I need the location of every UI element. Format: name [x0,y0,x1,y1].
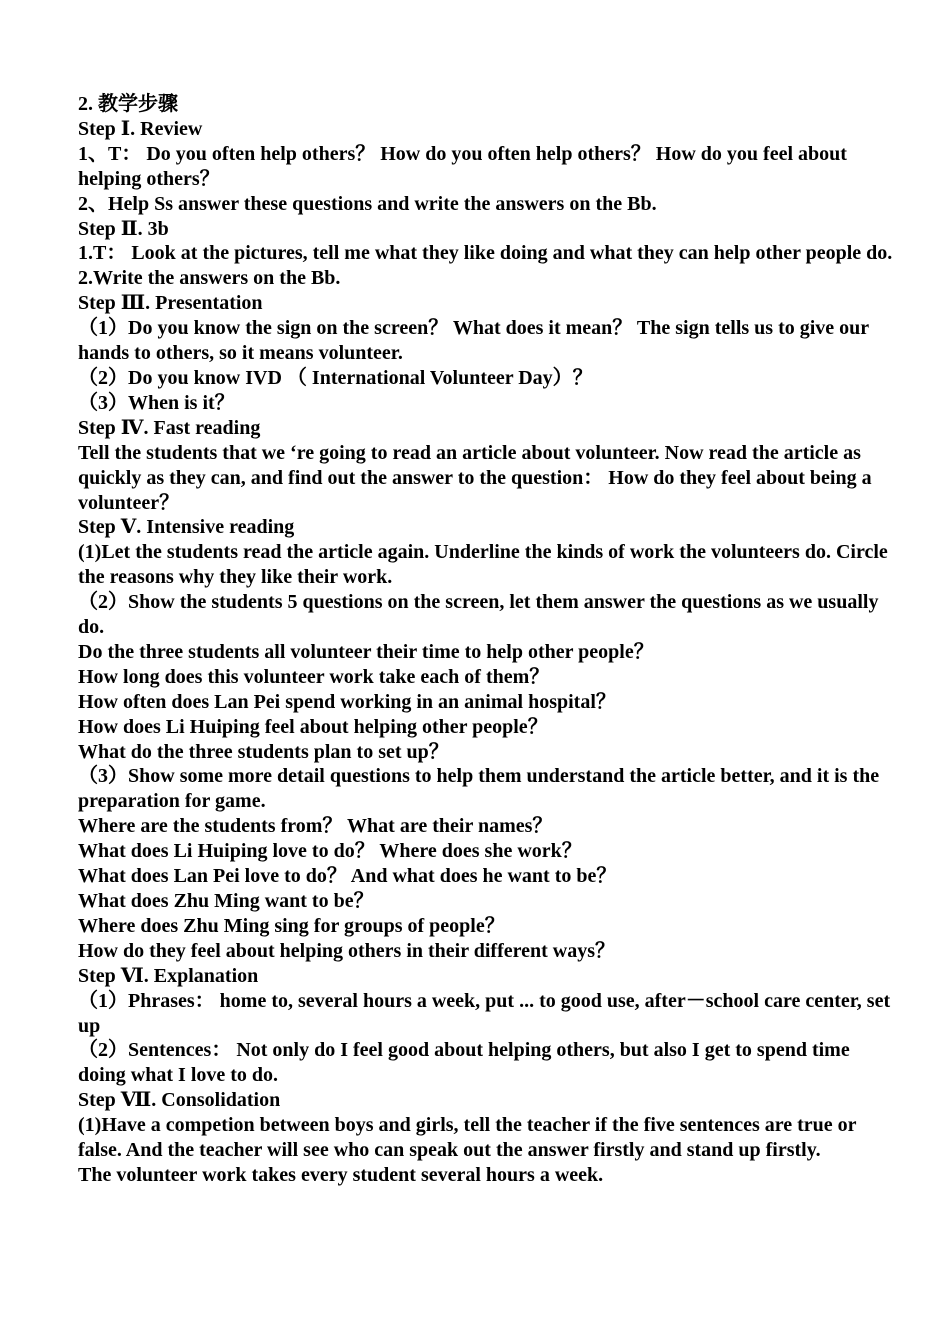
step-6-heading: Step Ⅵ. Explanation [78,964,259,987]
detail-question-line: Where does Zhu Ming sing for groups of people？ [78,914,505,937]
consolidation-sentence: The volunteer work takes every student several hours a week. [78,1163,604,1186]
consolidation-item-1: (1)Have a competion between boys and girls, tell the teacher if the five sentences are true or false. And the teacher will see who can speak out the answer firstly and stand up firstly. [78,1114,857,1162]
detail-question-line: How do they feel about helping others in their different ways？ [78,939,616,962]
document-page [78,92,900,1188]
step-1-heading: Step Ⅰ. Review [78,117,203,140]
detail-question-line: What does Zhu Ming want to be？ [78,890,374,912]
detail-question-line: What does Li Huiping love to do？ Where does she work？ [78,840,582,863]
question-line: How does Li Huiping feel about helping other people？ [78,715,548,738]
detail-question-line: What does Lan Pei love to do？ And what does he want to be？ [78,865,617,888]
intensive-reading-item-1: (1)Let the students read the article again. Underline the kinds of work the volunteers do. Circle the reasons why they like their work. [78,541,888,589]
question-line: Do the three students all volunteer their time to help other people？ [78,640,654,663]
step-2-item-2: 2.Write the answers on the Bb. [78,267,341,290]
presentation-item-1: （1）Do you know the sign on the screen？ What does it mean？ The sign tells us to give our hands to others, so it means volunteer. [78,317,869,365]
step-7-heading: Step Ⅶ. Consolidation [78,1089,281,1112]
intensive-reading-item-3: （3）Show some more detail questions to help them understand the article better, and it is the preparation for game. [78,765,880,813]
intensive-reading-item-2: （2）Show the students 5 questions on the screen, let them answer the questions as we usually do. [78,591,879,639]
review-item-2: 2、Help Ss answer these questions and write the answers on the Bb. [78,192,657,215]
step-2-heading: Step Ⅱ. 3b [78,217,169,240]
section-title: 2. 教学步骤 [78,93,178,115]
presentation-item-2: （2）Do you know IVD （ International Volunteer Day）？ [78,366,593,389]
review-item-1: 1、T： Do you often help others？ How do you often help others？ How do you feel about helping others？ [78,142,847,190]
step-5-heading: Step Ⅴ. Intensive reading [78,516,295,539]
explanation-sentences: （2）Sentences： Not only do I feel good about helping others, but also I get to spend time doing what I love to do. [78,1039,850,1087]
step-4-heading: Step Ⅳ. Fast reading [78,416,261,439]
step-2-item-1: 1.T： Look at the pictures, tell me what they like doing and what they can help other people do. [78,242,893,265]
question-line: How long does this volunteer work take each of them？ [78,665,550,688]
question-line: What do the three students plan to set up？ [78,740,449,763]
question-line: How often does Lan Pei spend working in an animal hospital？ [78,690,616,713]
fast-reading-paragraph: Tell the students that we ‘re going to read an article about volunteer. Now read the article as quickly as they can, and find out the answer to the question： How do they feel about being a volunteer？ [78,441,872,514]
detail-question-line: Where are the students from？ What are their names？ [78,815,553,838]
presentation-item-3: （3）When is it？ [78,391,235,414]
step-3-heading: Step Ⅲ. Presentation [78,292,263,315]
explanation-phrases: （1）Phrases： home to, several hours a week, put ... to good use, after－school care center, set up [78,989,891,1037]
